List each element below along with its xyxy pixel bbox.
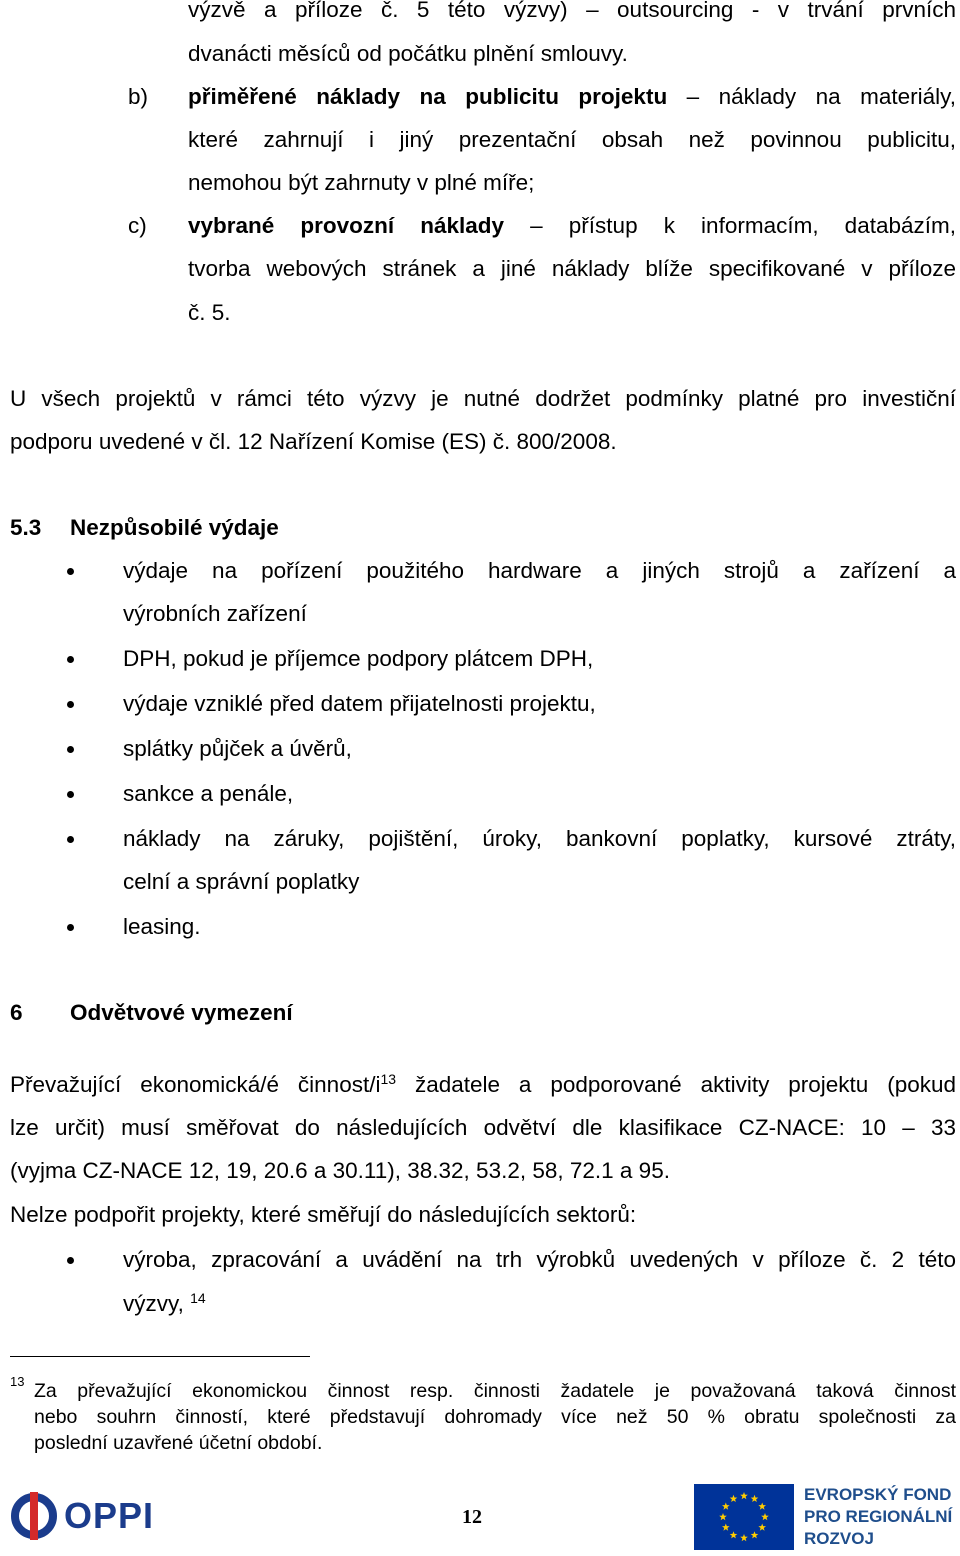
erdf-line-2: PRO REGIONÁLNÍ bbox=[804, 1507, 953, 1526]
bullet-icon bbox=[67, 836, 74, 843]
section-6-p1-b: žadatele a podporované aktivity projektu (pokud bbox=[396, 1072, 956, 1097]
item-b-line-2: které zahrnují i jiný prezentační obsah než povinnou publicitu, bbox=[188, 127, 956, 152]
footnote-separator bbox=[10, 1356, 310, 1357]
ineligible-item-3: výdaje vzniklé před datem přijatelnosti projektu, bbox=[123, 691, 596, 716]
footnote-ref-13: 13 bbox=[380, 1071, 397, 1087]
sector-item-1-line-2 bbox=[123, 1290, 206, 1318]
eu-star-icon bbox=[722, 1503, 730, 1510]
ineligible-item-1-line-1: výdaje na pořízení použitého hardware a jiných strojů a zařízení a bbox=[123, 558, 956, 583]
ineligible-item-6-line-1: náklady na záruky, pojištění, úroky, bankovní poplatky, kursové ztráty, bbox=[123, 826, 956, 851]
item-b-marker: b) bbox=[128, 84, 149, 109]
section-6-p1-line-3: (vyjma CZ-NACE 12, 19, 20.6 a 30.11), 38.32, 53.2, 58, 72.1 a 95. bbox=[10, 1158, 670, 1183]
intro-line-2: dvanácti měsíců od počátku plnění smlouvy. bbox=[188, 41, 628, 66]
eu-star-icon bbox=[730, 1531, 738, 1538]
ineligible-item-1-line-2: výrobních zařízení bbox=[123, 601, 307, 626]
item-c-line-3: č. 5. bbox=[188, 300, 231, 325]
item-c-marker: c) bbox=[128, 213, 147, 238]
eu-star-icon bbox=[751, 1531, 759, 1538]
section-6-p1-a: Převažující ekonomická/é činnost/i bbox=[10, 1072, 381, 1097]
item-b-line-1 bbox=[188, 83, 956, 111]
item-b-bold: přiměřené náklady na publicitu projektu bbox=[188, 84, 668, 109]
section-6-number: 6 bbox=[10, 1000, 23, 1025]
erdf-label bbox=[804, 1484, 952, 1550]
ineligible-item-7: leasing. bbox=[123, 914, 201, 939]
footnote-ref-14: 14 bbox=[190, 1290, 206, 1306]
item-b-line-3: nemohou být zahrnuty v plné míře; bbox=[188, 170, 535, 195]
bullet-icon bbox=[67, 656, 74, 663]
para-all-line-2: podporu uvedené v čl. 12 Nařízení Komise (ES) č. 800/2008. bbox=[10, 429, 617, 454]
eu-flag-icon bbox=[694, 1484, 794, 1550]
footnote-line-1: Za převažující ekonomickou činnost resp. činnosti žadatele je považovaná taková činnost bbox=[34, 1380, 956, 1402]
footnote-number: 13 bbox=[10, 1374, 25, 1389]
eu-star-icon bbox=[719, 1513, 727, 1520]
section-5-3-title: Nezpůsobilé výdaje bbox=[70, 515, 279, 540]
eu-star-icon bbox=[740, 1534, 748, 1541]
page-number: 12 bbox=[462, 1506, 482, 1528]
intro-line-1: výzvě a příloze č. 5 této výzvy) – outsourcing - v trvání prvních bbox=[188, 0, 956, 22]
oppi-emblem-icon bbox=[10, 1492, 58, 1540]
sector-item-1-line-1: výroba, zpracování a uvádění na trh výrobků uvedených v příloze č. 2 této bbox=[123, 1247, 956, 1272]
eu-star-icon bbox=[740, 1492, 748, 1499]
item-b-rest: – náklady na materiály, bbox=[667, 84, 956, 109]
item-c-line-2: tvorba webových stránek a jiné náklady blíže specifikované v příloze bbox=[188, 256, 956, 281]
section-6-p1-line-1 bbox=[10, 1071, 956, 1099]
footnote-line-3: poslední uzavřené účetní období. bbox=[34, 1432, 323, 1454]
eu-star-icon bbox=[722, 1524, 730, 1531]
item-c-bold: vybrané provozní náklady bbox=[188, 213, 505, 238]
eu-star-icon bbox=[758, 1503, 766, 1510]
ineligible-item-4: splátky půjček a úvěrů, bbox=[123, 736, 352, 761]
bullet-icon bbox=[67, 1257, 74, 1264]
item-c-rest: – přístup k informacím, databázím, bbox=[504, 213, 956, 238]
item-c-line-1 bbox=[188, 212, 956, 240]
oppi-logo-text: OPPI bbox=[64, 1495, 155, 1536]
bullet-icon bbox=[67, 746, 74, 753]
bullet-icon bbox=[67, 568, 74, 575]
ineligible-item-5: sankce a penále, bbox=[123, 781, 294, 806]
oppi-logo bbox=[10, 1492, 58, 1546]
bullet-icon bbox=[67, 701, 74, 708]
erdf-line-3: ROZVOJ bbox=[804, 1529, 874, 1548]
eu-star-icon bbox=[761, 1513, 769, 1520]
footnote-line-2: nebo souhrn činností, které představují dohromady více než 50 % obratu společnosti za bbox=[34, 1406, 956, 1428]
ineligible-item-6-line-2: celní a správní poplatky bbox=[123, 869, 360, 894]
erdf-line-1: EVROPSKÝ FOND bbox=[804, 1485, 952, 1504]
ineligible-item-2: DPH, pokud je příjemce podpory plátcem DPH, bbox=[123, 646, 594, 671]
para-all-line-1: U všech projektů v rámci této výzvy je nutné dodržet podmínky platné pro investiční bbox=[10, 386, 956, 411]
eu-star-icon bbox=[730, 1495, 738, 1502]
bullet-icon bbox=[67, 924, 74, 931]
bullet-icon bbox=[67, 791, 74, 798]
sector-item-1-text: výzvy, bbox=[123, 1291, 191, 1316]
section-6-p2: Nelze podpořit projekty, které směřují do následujících sektorů: bbox=[10, 1202, 637, 1227]
eu-stars-icon bbox=[694, 1484, 794, 1550]
eu-star-icon bbox=[751, 1495, 759, 1502]
section-6-p1-line-2: lze určit) musí směřovat do následujících odvětví dle klasifikace CZ-NACE: 10 – 33 bbox=[10, 1115, 956, 1140]
eu-star-icon bbox=[758, 1524, 766, 1531]
section-6-title: Odvětvové vymezení bbox=[70, 1000, 293, 1025]
section-5-3-number: 5.3 bbox=[10, 515, 42, 540]
